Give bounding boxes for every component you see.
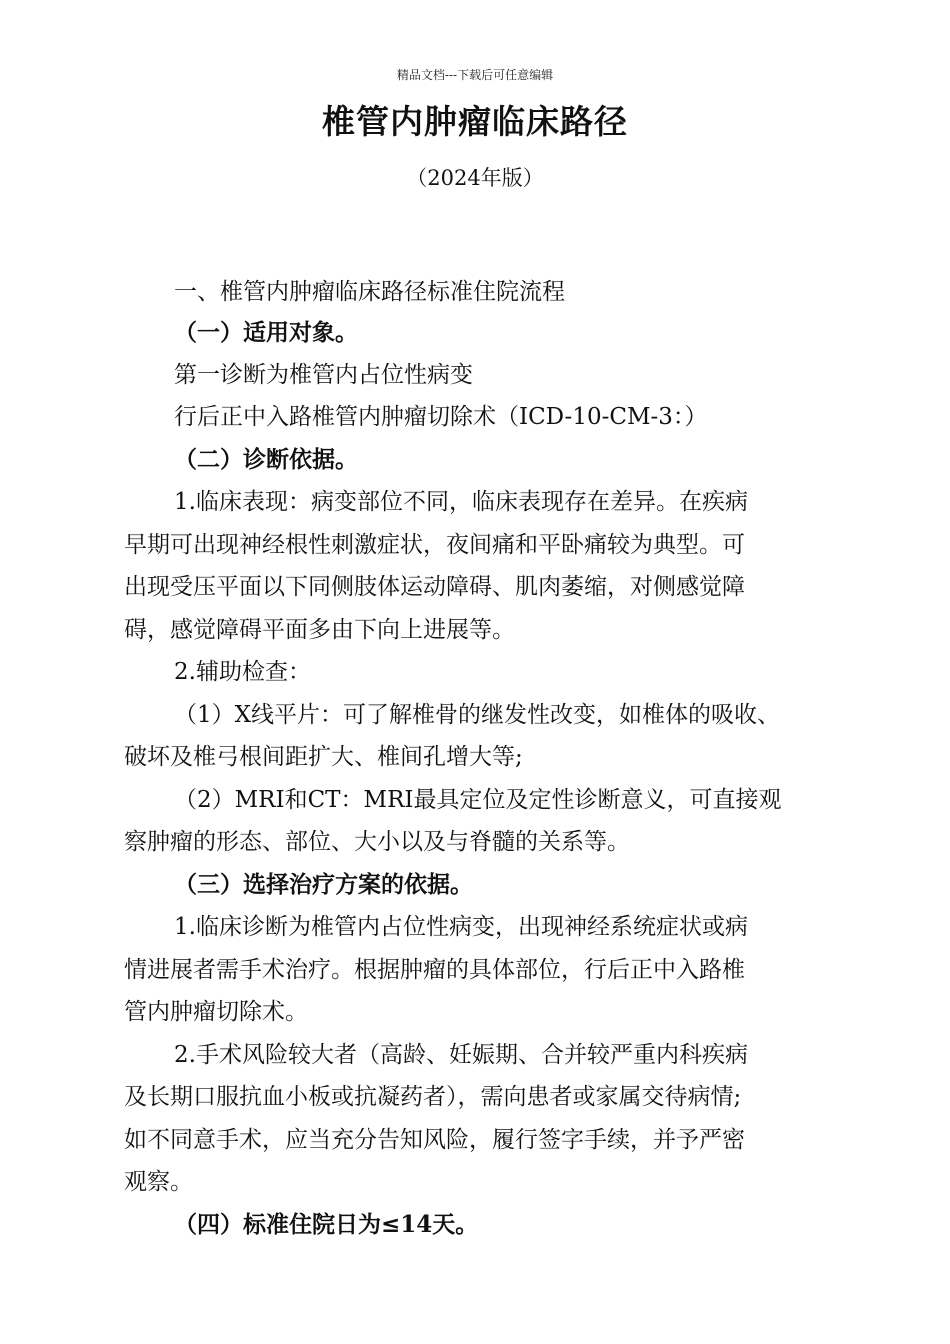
paragraph-line: （1）X线平片：可了解椎骨的继发性改变，如椎体的吸收、 (174, 702, 781, 728)
paragraph-line: 碍，感觉障碍平面多由下向上进展等。 (124, 617, 515, 643)
paragraph-line: （2）MRI和CT：MRI最具定位及定性诊断意义，可直接观 (174, 787, 782, 813)
document-version: （2024年版） (406, 166, 544, 190)
paragraph-line: 2.辅助检查： (174, 659, 311, 685)
paragraph-line: 如不同意手术，应当充分告知风险，履行签字手续，并予严密 (124, 1127, 745, 1153)
subsection-heading: （四）标准住院日为≤14天。 (174, 1211, 479, 1238)
paragraph-line: 情进展者需手术治疗。根据肿瘤的具体部位，行后正中入路椎 (124, 957, 745, 983)
paragraph-line: 管内肿瘤切除术。 (124, 999, 308, 1025)
paragraph-line: 2.手术风险较大者（高龄、妊娠期、合并较严重内科疾病 (174, 1042, 748, 1068)
paragraph-line: 破坏及椎弓根间距扩大、椎间孔增大等; (124, 744, 523, 770)
section-heading: 一、椎管内肿瘤临床路径标准住院流程 (174, 279, 565, 305)
paragraph-line: 第一诊断为椎管内占位性病变 (174, 362, 473, 388)
subsection-heading: （二）诊断依据。 (174, 446, 358, 473)
paragraph-line: 观察。 (124, 1169, 193, 1195)
paragraph-line: 1.临床诊断为椎管内占位性病变，出现神经系统症状或病 (174, 914, 748, 940)
paragraph-line: 早期可出现神经根性刺激症状，夜间痛和平卧痛较为典型。可 (124, 532, 745, 558)
paragraph-line: 行后正中入路椎管内肿瘤切除术（ICD-10-CM-3：） (174, 404, 708, 430)
paragraph-line: 及长期口服抗血小板或抗凝药者），需向患者或家属交待病情; (124, 1084, 742, 1110)
subsection-heading: （三）选择治疗方案的依据。 (174, 871, 473, 898)
paragraph-line: 出现受压平面以下同侧肢体运动障碍、肌肉萎缩，对侧感觉障 (124, 574, 745, 600)
paragraph-line: 1.临床表现：病变部位不同，临床表现存在差异。在疾病 (174, 489, 748, 515)
header-note: 精品文档---下载后可任意编辑 (396, 68, 554, 82)
paragraph-line: 察肿瘤的形态、部位、大小以及与脊髓的关系等。 (124, 829, 630, 855)
document-title: 椎管内肿瘤临床路径 (322, 102, 628, 141)
subsection-heading: （一）适用对象。 (174, 319, 358, 346)
